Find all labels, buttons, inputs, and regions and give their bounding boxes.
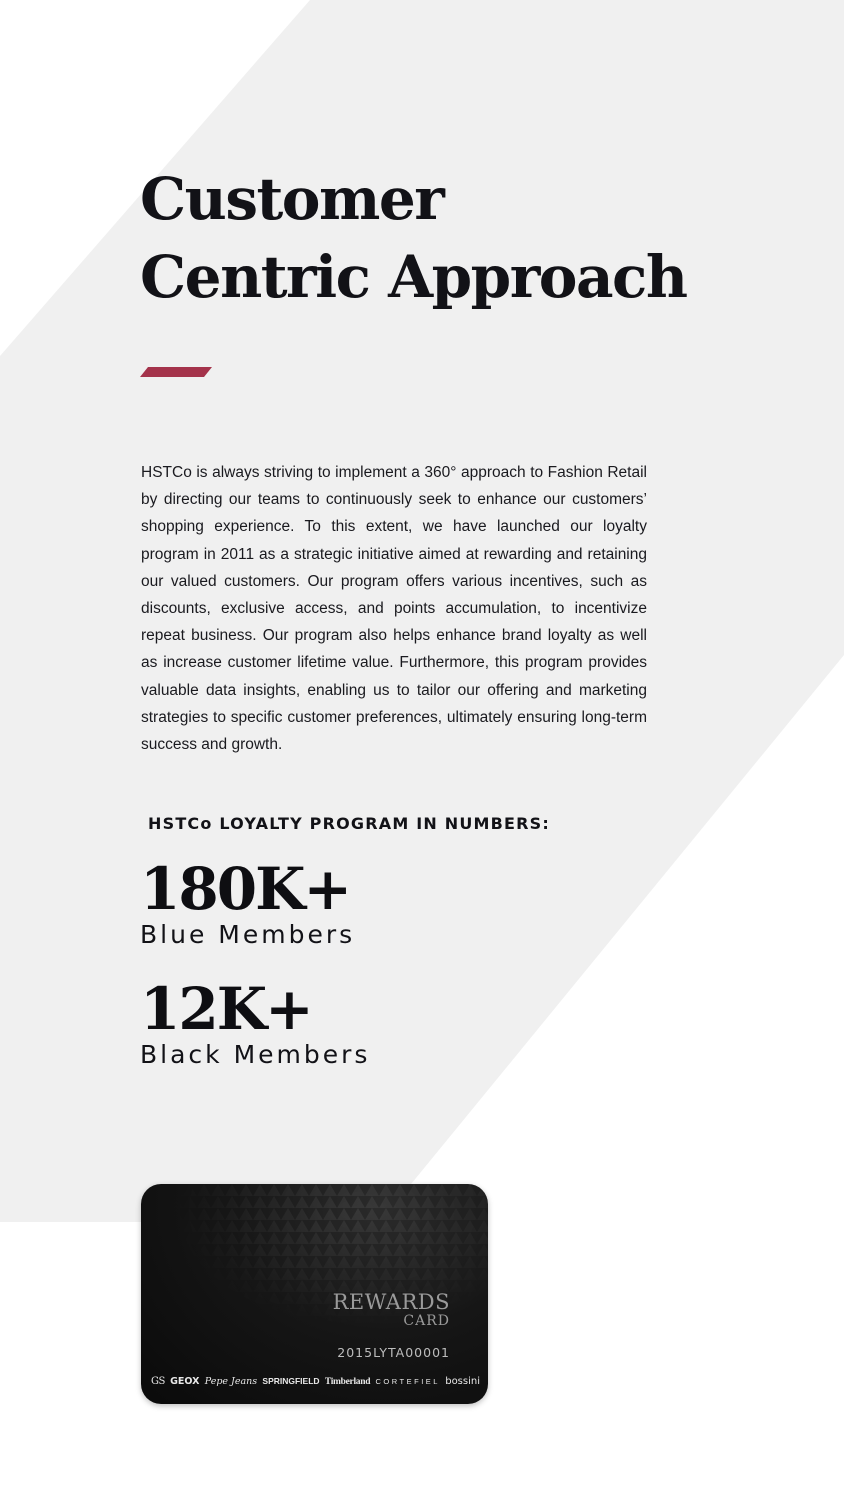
stat-value: 12K+ [140, 975, 312, 1043]
page-title [140, 160, 687, 316]
stat-label: Blue Members [140, 920, 356, 949]
brand-logo-bossini: bossini [445, 1376, 480, 1387]
stats-heading: HSTCo LOYALTY PROGRAM IN NUMBERS: [148, 814, 551, 833]
stat-label: Black Members [140, 1040, 371, 1069]
brand-logo-gs: GS [151, 1376, 165, 1387]
card-title-line-2: CARD [403, 1313, 450, 1329]
card-brand-logos [151, 1376, 480, 1387]
card-number: 2015LYTA00001 [337, 1345, 450, 1360]
card-title-line-1: REWARDS [332, 1290, 450, 1314]
page-title-line-1: Customer [140, 165, 444, 233]
stat-value: 180K+ [140, 855, 351, 923]
stat-blue-members [140, 855, 356, 950]
brand-logo-springfield: SPRINGFIELD [262, 1376, 320, 1386]
brand-logo-pepe-jeans: Pepe Jeans [204, 1376, 258, 1387]
rewards-card-image [141, 1184, 488, 1404]
card-title [333, 1292, 450, 1328]
brand-logo-geox: GEOX [170, 1376, 200, 1387]
brand-logo-cortefiel: CORTEFIEL [375, 1377, 440, 1386]
accent-divider [140, 367, 212, 377]
stat-black-members [140, 975, 371, 1070]
page-title-line-2: Centric Approach [140, 243, 687, 311]
brand-logo-timberland: Timberland [324, 1377, 371, 1387]
intro-paragraph: HSTCo is always striving to implement a 360° approach to Fashion Retail by directing our teams to continuously seek to enhance our customers’ shopping experience. To this extent, we have launched our loyalty program in 2011 as a strategic initiative aimed at rewarding and retaining our valued customers. Our program offers various incentives, such as discounts, exclusive access, and points accumulation, to incentivize repeat business. Our program also helps enhance brand loyalty as well as increase customer lifetime value. Furthermore, this program provides valuable data insights, enabling us to tailor our offering and marketing strategies to specific customer preferences, ultimately ensuring long-term success and growth. [141, 464, 647, 754]
